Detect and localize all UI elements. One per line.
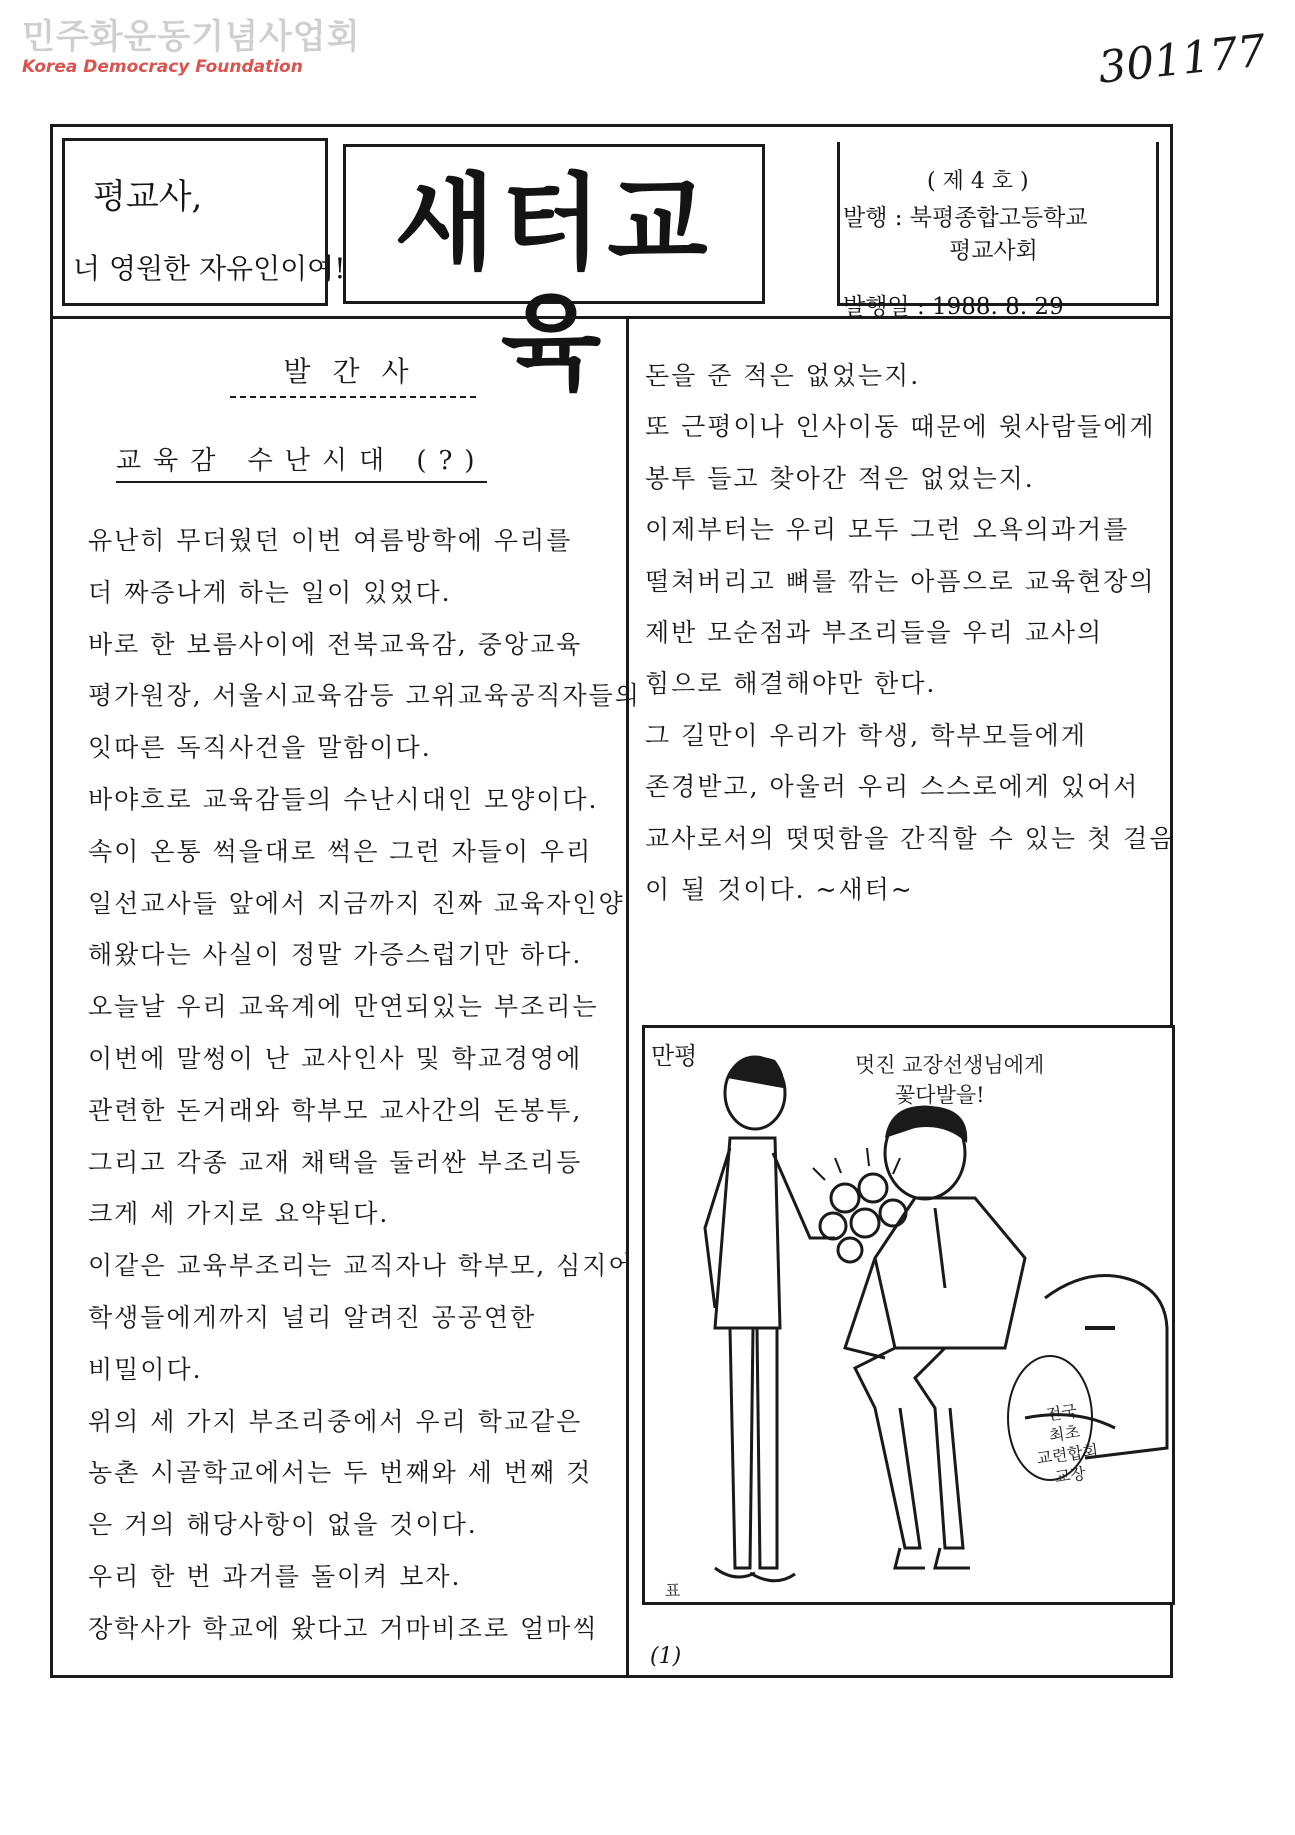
right-line: 봉투 들고 찾아간 적은 없었는지. xyxy=(645,463,1035,493)
masthead-divider xyxy=(50,316,1173,319)
cartoon-label: 만평 xyxy=(651,1042,698,1070)
motto-box xyxy=(62,138,346,306)
column-divider xyxy=(626,316,629,1678)
right-line: 또 근평이나 인사이동 때문에 윗사람들에게 xyxy=(645,412,1156,442)
left-line: 관련한 돈거래와 학부모 교사간의 돈봉투, xyxy=(88,1095,583,1125)
left-line: 은 거의 해당사항이 없을 것이다. xyxy=(88,1510,478,1540)
cartoon-drawing xyxy=(645,1028,1172,1602)
heading-underline xyxy=(230,396,476,398)
sash-line-2: 최초 xyxy=(1047,1422,1082,1446)
cartoon-signature: 표 xyxy=(665,1581,681,1600)
left-line: 바야흐로 교육감들의 수난시대인 모양이다. xyxy=(88,784,599,814)
sash-line-3: 교련합회 xyxy=(1035,1440,1100,1469)
right-line: 제반 모순점과 부조리들을 우리 교사의 xyxy=(645,617,1104,647)
newsletter-title: 새터교육 xyxy=(394,162,714,404)
left-text-lines xyxy=(88,515,641,1655)
left-line: 장학사가 학교에 왔다고 거마비조로 얼마씩 xyxy=(88,1613,599,1643)
left-line: 해왔다는 사실이 정말 가증스럽기만 하다. xyxy=(88,940,583,970)
left-line: 평가원장, 서울시교육감등 고위교육공직자들의 xyxy=(88,681,641,711)
left-line: 위의 세 가지 부조리중에서 우리 학교같은 xyxy=(88,1406,583,1436)
left-column xyxy=(88,350,641,1655)
right-line: 떨쳐버리고 뼈를 깎는 아픔으로 교육현장의 xyxy=(645,566,1156,596)
watermark-korean: 민주화운동기념사업회 xyxy=(22,17,361,57)
right-line: 이 될 것이다. ~새터~ xyxy=(645,874,914,904)
editorial-cartoon xyxy=(642,1025,1175,1605)
right-line: 돈을 준 적은 없었는지. xyxy=(645,361,921,390)
right-line: 힘으로 해결해야만 한다. xyxy=(645,669,937,699)
cartoon-caption xyxy=(855,1050,1044,1110)
motto-line-1: 평교사, xyxy=(93,177,203,217)
left-line: 바로 한 보름사이에 전북교육감, 중앙교육 xyxy=(88,629,583,659)
flower-bouquet-icon xyxy=(813,1148,906,1262)
motto-line-2: 너 영원한 자유인이여! xyxy=(73,252,346,285)
principal-sash xyxy=(1029,1398,1102,1490)
article-subheading: 교육감 수난시대 (?) xyxy=(116,440,487,483)
publisher: 발행 : 북평종합고등학교 xyxy=(843,205,1088,231)
archive-watermark xyxy=(22,18,360,78)
publication-date: 발행일 : 1988. 8. 29 xyxy=(843,294,1064,320)
right-line: 교사로서의 떳떳함을 간직할 수 있는 첫 걸음 xyxy=(645,823,1176,853)
document-number: 301177 xyxy=(1095,25,1269,94)
issue-number: ( 제 4 호 ) xyxy=(927,169,1029,194)
right-line: 그 길만이 우리가 학생, 학부모들에게 xyxy=(645,720,1087,750)
right-text-lines xyxy=(645,350,1176,915)
sash-line-4: 교장 xyxy=(1053,1463,1087,1487)
article-heading: 발간사 xyxy=(283,355,431,388)
page-number: (1) xyxy=(650,1644,682,1669)
left-line: 오늘날 우리 교육계에 만연되있는 부조리는 xyxy=(88,992,599,1022)
publication-info xyxy=(837,142,1159,320)
left-line: 속이 온통 썩을대로 썩은 그런 자들이 우리 xyxy=(88,836,593,866)
left-line: 이같은 교육부조리는 교직자나 학부모, 심지어 xyxy=(88,1251,635,1281)
watermark-english: Korea Democracy Foundation xyxy=(22,57,303,77)
left-line: 잇따른 독직사건을 말함이다. xyxy=(88,733,432,763)
left-line: 우리 한 번 과거를 돌이켜 보자. xyxy=(88,1561,462,1591)
cartoon-caption-line-1: 멋진 교장선생님에게 xyxy=(855,1053,1045,1077)
left-line: 일선교사들 앞에서 지금까지 진짜 교육자인양 xyxy=(88,888,625,918)
left-line: 유난히 무더웠던 이번 여름방학에 우리를 xyxy=(88,526,573,555)
right-column xyxy=(645,350,1176,915)
left-line: 크게 세 가지로 요약된다. xyxy=(88,1199,390,1229)
left-line: 이번에 말썽이 난 교사인사 및 학교경영에 xyxy=(88,1043,583,1073)
left-line: 비밀이다. xyxy=(88,1354,203,1384)
cartoon-caption-line-2: 꽃다발을! xyxy=(895,1083,985,1107)
left-line: 그리고 각종 교재 채택을 둘러싼 부조리등 xyxy=(88,1147,583,1177)
right-line: 이제부터는 우리 모두 그런 오욕의과거를 xyxy=(645,515,1130,545)
publisher-line-2: 평교사회 xyxy=(949,238,1038,264)
sash-line-1: 전국 xyxy=(1044,1401,1079,1425)
left-line: 더 짜증나게 하는 일이 있었다. xyxy=(88,577,452,607)
left-line: 농촌 시골학교에서는 두 번째와 세 번째 것 xyxy=(88,1458,593,1488)
left-line: 학생들에게까지 널리 알려진 공공연한 xyxy=(88,1302,537,1332)
right-line: 존경받고, 아울러 우리 스스로에게 있어서 xyxy=(645,772,1140,802)
